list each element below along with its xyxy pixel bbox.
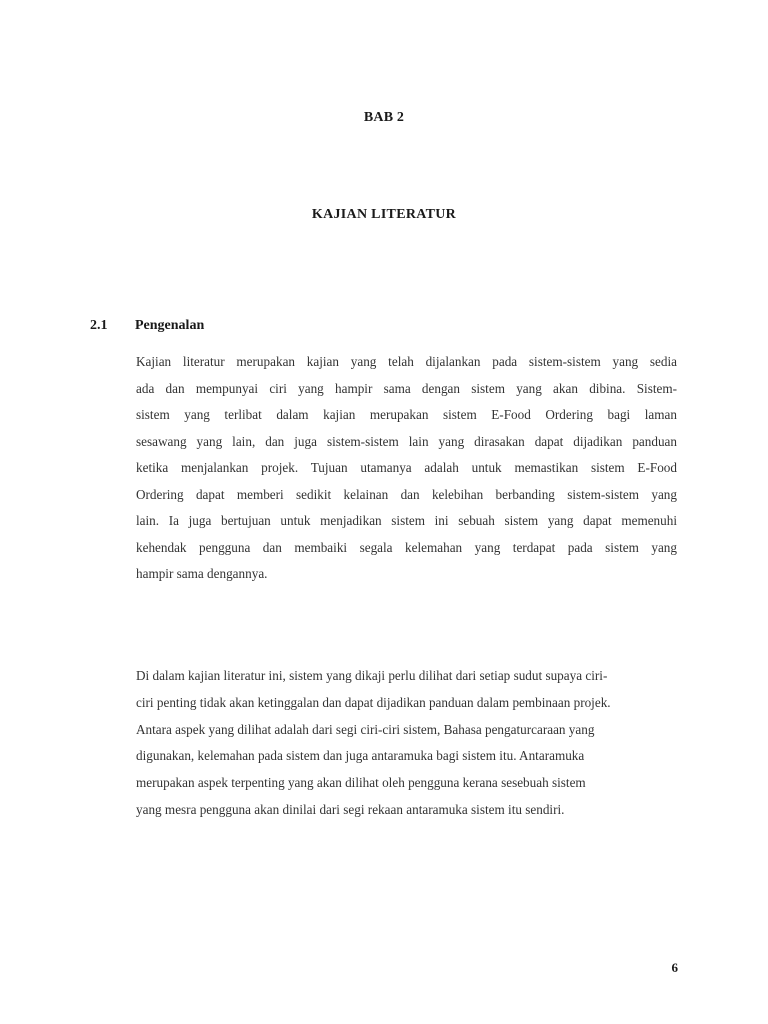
paragraph-line: hampir sama dengannya.: [136, 566, 268, 581]
paragraph-line: Di dalam kajian literatur ini, sistem yang dikaji perlu dilihat dari setiap sudut supaya ciri-: [136, 668, 608, 683]
section-title: Pengenalan: [135, 318, 205, 333]
paragraph-line: sesawang yang lain, dan juga sistem-sistem lain yang dirasakan dapat dijadikan panduan: [136, 433, 677, 449]
paragraph-line: Kajian literatur merupakan kajian yang telah dijalankan pada sistem-sistem yang sedia: [136, 354, 677, 369]
paragraph-line: kehendak pengguna dan membaiki segala kelemahan yang terdapat pada sistem yang: [136, 539, 677, 555]
paragraph-line: Ordering dapat memberi sedikit kelainan dan kelebihan berbanding sistem-sistem yang: [136, 486, 677, 502]
paragraph-line: Antara aspek yang dilihat adalah dari segi ciri-ciri sistem, Bahasa pengaturcaraan yang: [136, 721, 595, 737]
paragraph-line: merupakan aspek terpenting yang akan dilihat oleh pengguna kerana sesebuah sistem: [136, 775, 586, 791]
paragraph-line: ciri penting tidak akan ketinggalan dan dapat dijadikan panduan dalam pembinaan projek.: [136, 694, 611, 710]
paragraph-line: sistem yang terlibat dalam kajian merupakan sistem E-Food Ordering bagi laman: [136, 407, 677, 422]
section-heading: [90, 318, 204, 334]
paragraph-line: ketika menjalankan projek. Tujuan utamanya adalah untuk memastikan sistem E-Food: [136, 460, 677, 475]
section-number: 2.1: [90, 318, 108, 333]
paragraph-line: ada dan mempunyai ciri yang hampir sama dengan sistem yang akan dibina. Sistem-: [136, 380, 677, 396]
chapter-label: BAB 2: [363, 110, 405, 125]
page-number: 6: [671, 960, 678, 975]
paragraph-line: digunakan, kelemahan pada sistem dan juga antaramuka bagi sistem itu. Antaramuka: [136, 748, 585, 764]
paragraph-scope: [136, 663, 681, 824]
chapter-title: KAJIAN LITERATUR: [311, 207, 457, 222]
paragraph-introduction: [136, 349, 677, 588]
paragraph-line: lain. Ia juga bertujuan untuk menjadikan sistem ini sebuah sistem yang dapat memenuhi: [136, 513, 677, 528]
paragraph-line: yang mesra pengguna akan dinilai dari segi rekaan antaramuka sistem itu sendiri.: [136, 801, 565, 817]
